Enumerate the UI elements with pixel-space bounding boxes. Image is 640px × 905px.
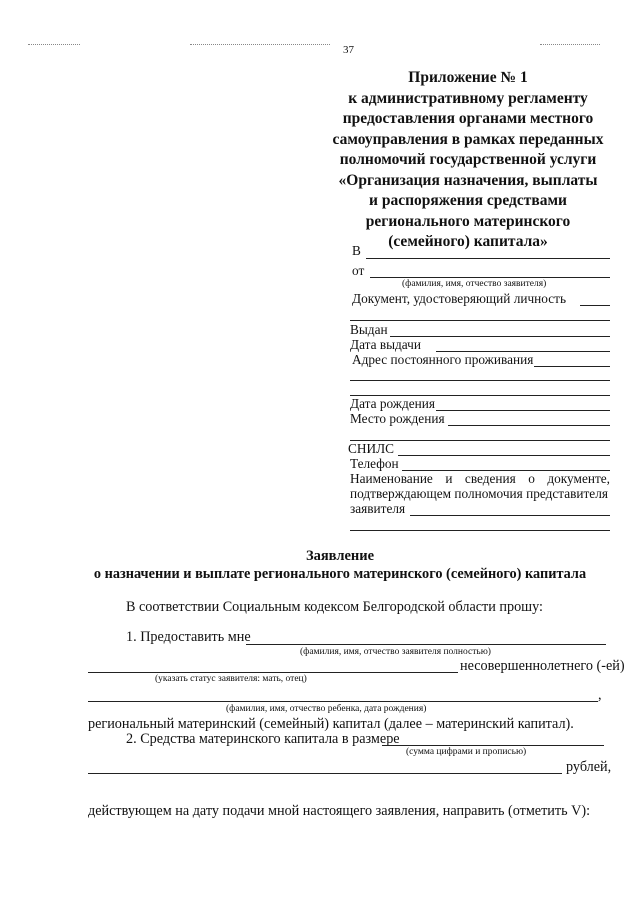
- appendix-line: предоставления органами местного: [342, 110, 594, 127]
- birth-place-field[interactable]: [448, 425, 610, 426]
- capital-sum-field[interactable]: [382, 745, 604, 746]
- child-info-comma: ,: [598, 687, 602, 703]
- appendix-line: полномочий государственной услуги: [339, 151, 597, 168]
- page-number: 37: [343, 44, 354, 56]
- item-1-label: 1. Предоставить мне: [126, 629, 251, 645]
- appendix-line: Приложение № 1: [408, 69, 528, 86]
- fio-caption: (фамилия, имя, отчество заявителя): [402, 279, 547, 289]
- id-document-field[interactable]: [580, 305, 610, 306]
- appendix-line: (семейного) капитала»: [388, 233, 548, 250]
- sum-caption: (сумма цифрами и прописью): [406, 747, 527, 757]
- statement-title: Заявление: [305, 548, 375, 564]
- scan-artifact: [28, 44, 80, 45]
- issued-label: Выдан: [350, 322, 388, 337]
- statement-subtitle: о назначении и выплате регионального материнского (семейного) капитала: [93, 566, 587, 582]
- appendix-heading: [318, 68, 618, 253]
- birth-place-label: Место рождения: [350, 411, 445, 426]
- rep-doc-line-2: подтверждающем полномочия представителя: [350, 486, 608, 501]
- applicant-fullname-caption: (фамилия, имя, отчество заявителя полностью): [300, 647, 491, 657]
- from-field[interactable]: [370, 277, 610, 278]
- issued-field[interactable]: [390, 336, 610, 337]
- statement-intro: В соответствии Социальным кодексом Белгородской области прошу:: [126, 599, 543, 615]
- applicant-status-field[interactable]: [88, 672, 458, 673]
- appendix-line: «Организация назначения, выплаты: [338, 171, 598, 189]
- issue-date-label: Дата выдачи: [350, 337, 421, 352]
- snils-label: СНИЛС: [348, 441, 394, 456]
- capital-sum-words-field[interactable]: [88, 773, 562, 774]
- snils-field[interactable]: [398, 455, 610, 456]
- minor-suffix: несовершеннолетнего (-ей): [460, 658, 625, 674]
- birth-date-field-line[interactable]: [436, 410, 610, 411]
- rubles-label: рублей,: [566, 759, 612, 775]
- appendix-line: и распоряжения средствами: [369, 192, 567, 209]
- capital-line: региональный материнский (семейный) капитал (далее – материнский капитал).: [88, 716, 574, 732]
- birth-date-field[interactable]: [350, 395, 610, 396]
- status-caption: (указать статус заявителя: мать, отец): [155, 674, 307, 684]
- from-label: от: [352, 263, 365, 278]
- phone-label: Телефон: [350, 456, 399, 471]
- rep-doc-line-3: заявителя: [350, 501, 406, 516]
- appendix-line: регионального материнского: [365, 212, 571, 230]
- to-label: В: [352, 243, 361, 258]
- rep-doc-field[interactable]: [410, 515, 610, 516]
- scan-artifact: [540, 44, 600, 45]
- id-document-label: Документ, удостоверяющий личность: [352, 291, 567, 306]
- id-document-field-2[interactable]: [350, 320, 610, 321]
- birth-date-label: Дата рождения: [350, 396, 435, 411]
- address-field-2[interactable]: [350, 380, 610, 381]
- to-field[interactable]: [366, 258, 610, 259]
- child-info-field[interactable]: [88, 701, 598, 702]
- rep-doc-field-2[interactable]: [350, 530, 610, 531]
- item-2-label: 2. Средства материнского капитала в размере: [126, 731, 400, 747]
- applicant-fullname-field[interactable]: [246, 644, 606, 645]
- appendix-line: к административному регламенту: [348, 89, 588, 107]
- address-field[interactable]: [534, 366, 610, 367]
- scan-artifact: [190, 44, 330, 45]
- child-info-caption: (фамилия, имя, отчество ребенка, дата рождения): [226, 704, 427, 714]
- appendix-line: самоуправления в рамках переданных: [332, 130, 604, 148]
- address-label: Адрес постоянного проживания: [352, 352, 534, 367]
- rep-doc-line-1: Наименование и сведения о документе,: [350, 471, 610, 486]
- current-line: действующем на дату подачи мной настоящего заявления, направить (отметить V):: [88, 803, 591, 819]
